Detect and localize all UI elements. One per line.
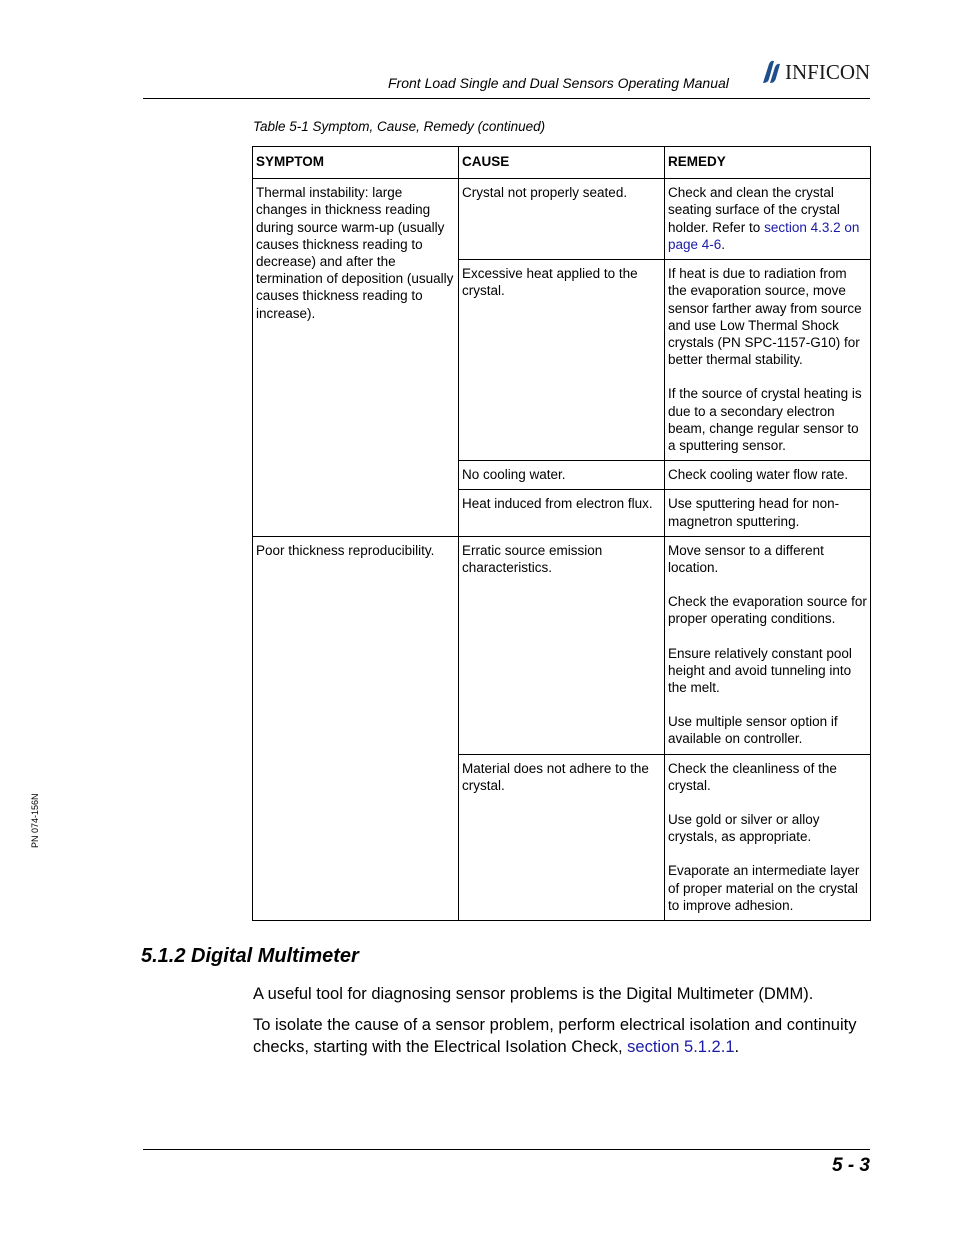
column-header-symptom: SYMPTOM (253, 147, 459, 179)
page-number: 5 - 3 (831, 1155, 870, 1176)
table-caption: Table 5-1 Symptom, Cause, Remedy (continued) (253, 119, 546, 134)
column-header-remedy: REMEDY (665, 147, 871, 179)
remedy-text: Check and clean the crystal seating surface of the crystal holder. Refer to (668, 185, 840, 235)
paragraph-text: To isolate the cause of a sensor problem, perform electrical isolation and continuity checks, starting with the Electrical Isolation Check, (253, 1016, 857, 1056)
footer-rule (143, 1149, 870, 1150)
table-header-row (253, 147, 871, 179)
symptom-cause-remedy-table (252, 146, 871, 921)
remedy-text: Check the evaporation source for proper operating conditions. (668, 594, 867, 627)
remedy-text: . (721, 236, 726, 252)
remedy-cell (665, 536, 871, 754)
remedy-text: If heat is due to radiation from the evaporation source, move sensor farther away from source and use Low Thermal Shock crystals (PN SPC-1157-G10) for better thermal stability. (668, 266, 862, 368)
cause-cell: Material does not adhere to the crystal. (459, 754, 665, 920)
remedy-cell (665, 179, 871, 260)
section-link[interactable]: section 5.1.2.1 (627, 1038, 735, 1056)
remedy-cell: Check cooling water flow rate. (665, 461, 871, 490)
remedy-text: Check the cleanliness of the crystal. (668, 760, 837, 793)
inficon-logo (760, 58, 870, 86)
table-row (253, 179, 871, 260)
body-paragraph: A useful tool for diagnosing sensor problems is the Digital Multimeter (DMM). (253, 985, 814, 1003)
inficon-logo-mark-icon (760, 59, 782, 85)
paragraph-text: . (734, 1038, 740, 1056)
cause-cell: Erratic source emission characteristics. (459, 536, 665, 754)
section-link[interactable]: section 4.3.2 on page 4-6 (668, 219, 860, 252)
symptom-cell: Poor thickness reproducibility. (253, 536, 459, 920)
section-heading: 5.1.2 Digital Multimeter (141, 945, 359, 967)
symptom-cell: Thermal instability: large changes in thickness reading during source warm-up (usually causes thickness reading to decrease) and after the termination of deposition (usually causes thickness reading to increase). (253, 179, 459, 537)
cause-cell: Heat induced from electron flux. (459, 490, 665, 536)
remedy-text: Move sensor to a different location. (668, 542, 824, 576)
remedy-cell (665, 754, 871, 920)
cause-cell: Crystal not properly seated. (459, 179, 665, 260)
remedy-text: If the source of crystal heating is due to a secondary electron beam, change regular sensor to a sputtering sensor. (668, 386, 862, 454)
table-row (253, 536, 871, 754)
remedy-cell: Use sputtering head for non-magnetron sputtering. (665, 490, 871, 536)
cause-cell: No cooling water. (459, 461, 665, 490)
body-paragraph (253, 1014, 873, 1058)
column-header-cause: CAUSE (459, 147, 665, 179)
remedy-text: Ensure relatively constant pool height and avoid tunneling into the melt. (668, 645, 852, 696)
remedy-text: Evaporate an intermediate layer of proper material on the crystal to improve adhesion. (668, 863, 860, 913)
remedy-text: Use multiple sensor option if available on controller. (668, 714, 838, 747)
remedy-text: Use gold or silver or alloy crystals, as appropriate. (668, 812, 820, 845)
part-number-label: PN 074-156N (30, 793, 40, 848)
remedy-cell (665, 260, 871, 461)
running-header-title: Front Load Single and Dual Sensors Operating Manual (388, 75, 729, 91)
header-rule (143, 98, 870, 99)
inficon-logo-text: INFICON (785, 59, 871, 84)
cause-cell: Excessive heat applied to the crystal. (459, 260, 665, 461)
